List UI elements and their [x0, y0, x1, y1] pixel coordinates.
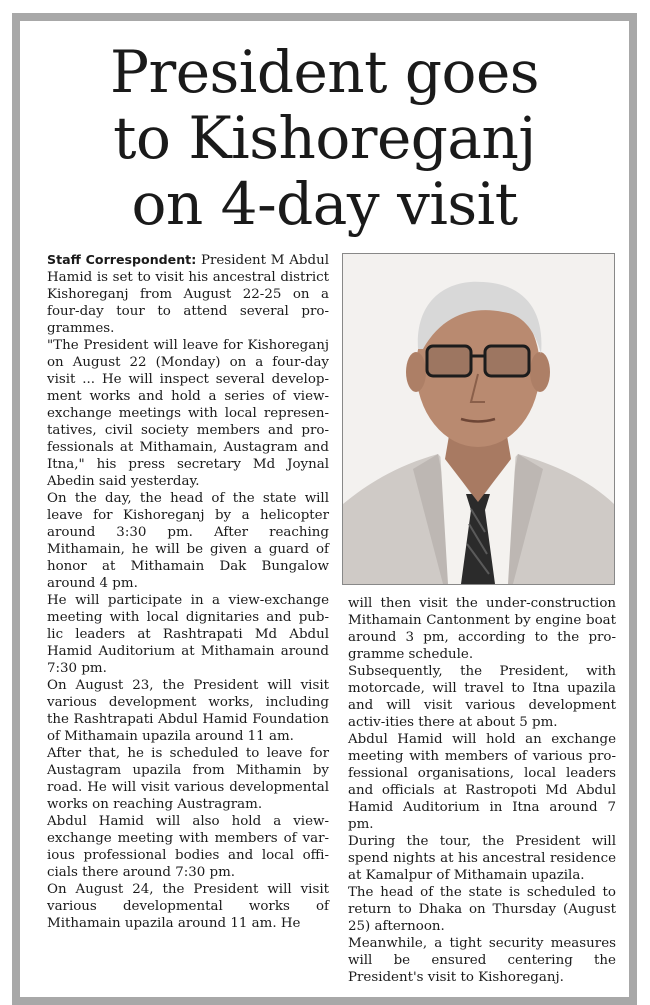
lead-line-2: district Kishoreganj from August 22-25	[47, 270, 329, 302]
paragraph: On August 24, the President will visit various developmental works of Mithamain upazila around 11 am. He	[47, 882, 329, 931]
article-frame	[12, 13, 637, 1005]
paragraph: The head of the state is scheduled to return to Dhaka on Thursday (August 25) afternoon.	[348, 885, 616, 934]
paragraph: On August 23, the President will visit various development works, including the Rashtrapati Abdul Hamid Foundation of Mithamain upazila around 11 am.	[47, 678, 329, 744]
paragraph: On the day, the head of the state will leave for Kishoreganj by a helicopter around 3:30 pm. After reaching Mithamain, he will be given a guard of honor at Mithamain Dak Bungalow around 4 pm.	[47, 491, 329, 591]
lead-rest: President M	[201, 253, 285, 268]
paragraph: After that, he is scheduled to leave for Austagram upazila from Mithamin by road. He will visit various developmental works on reaching Austragram.	[47, 746, 329, 812]
paragraph: Abdul Hamid will hold an exchange meeting with members of various pro-fessional organisations, local leaders and officials at Rastropoti Md Abdul Hamid Auditorium in Itna around 7 pm.	[348, 732, 616, 832]
lead-line-1: Abdul Hamid is set to visit his ancestral	[47, 253, 329, 285]
headline-line-3: on 4-day visit	[131, 170, 518, 238]
article-column-1	[47, 251, 329, 932]
paragraph: Abdul Hamid will also hold a view-exchange meeting with members of var-ious professional bodies and local offi-cials there around 7:30 pm.	[47, 814, 329, 880]
paragraph: Meanwhile, a tight security measures will be ensured centering the President's visit to Kishoreganj.	[348, 936, 616, 985]
paragraph: "The President will leave for Kishoreganj on August 22 (Monday) on a four-day visit ... He will inspect several develop-ment works and hold a series of view-exchange meetings with local represen-tatives, civil society members and pro-fessionals at Mithamain, Austagram and Itna," his press secretary Md Joynal Abedin said yesterday.	[47, 338, 329, 489]
paragraph: He will participate in a view-exchange meeting with local dignitaries and pub-lic leaders at Rashtrapati Md Abdul Hamid Auditorium at Mithamain around 7:30 pm.	[47, 593, 329, 676]
portrait-illustration	[343, 254, 614, 584]
lead-line-4: grammes.	[47, 321, 115, 336]
headline-line-2: to Kishoreganj	[113, 104, 536, 172]
lead-line-3: on a four-day tour to attend several pro-	[47, 287, 329, 319]
article-column-2	[348, 595, 616, 986]
lead-paragraph	[47, 251, 329, 337]
paragraph: During the tour, the President will spend nights at his ancestral residence at Kamalpur of Mithamain upazila.	[348, 834, 616, 883]
paragraph: will then visit the under-construction Mithamain Cantonment by engine boat around 3 pm, according to the pro-gramme schedule.	[348, 596, 616, 662]
headline	[20, 39, 629, 237]
portrait-photo	[342, 253, 615, 585]
byline: Staff Correspondent:	[47, 252, 197, 267]
headline-line-1: President goes	[109, 38, 540, 106]
paragraph: Subsequently, the President, with motorcade, will travel to Itna upazila and will visit various development activ-ities there at about 5 pm.	[348, 664, 616, 730]
